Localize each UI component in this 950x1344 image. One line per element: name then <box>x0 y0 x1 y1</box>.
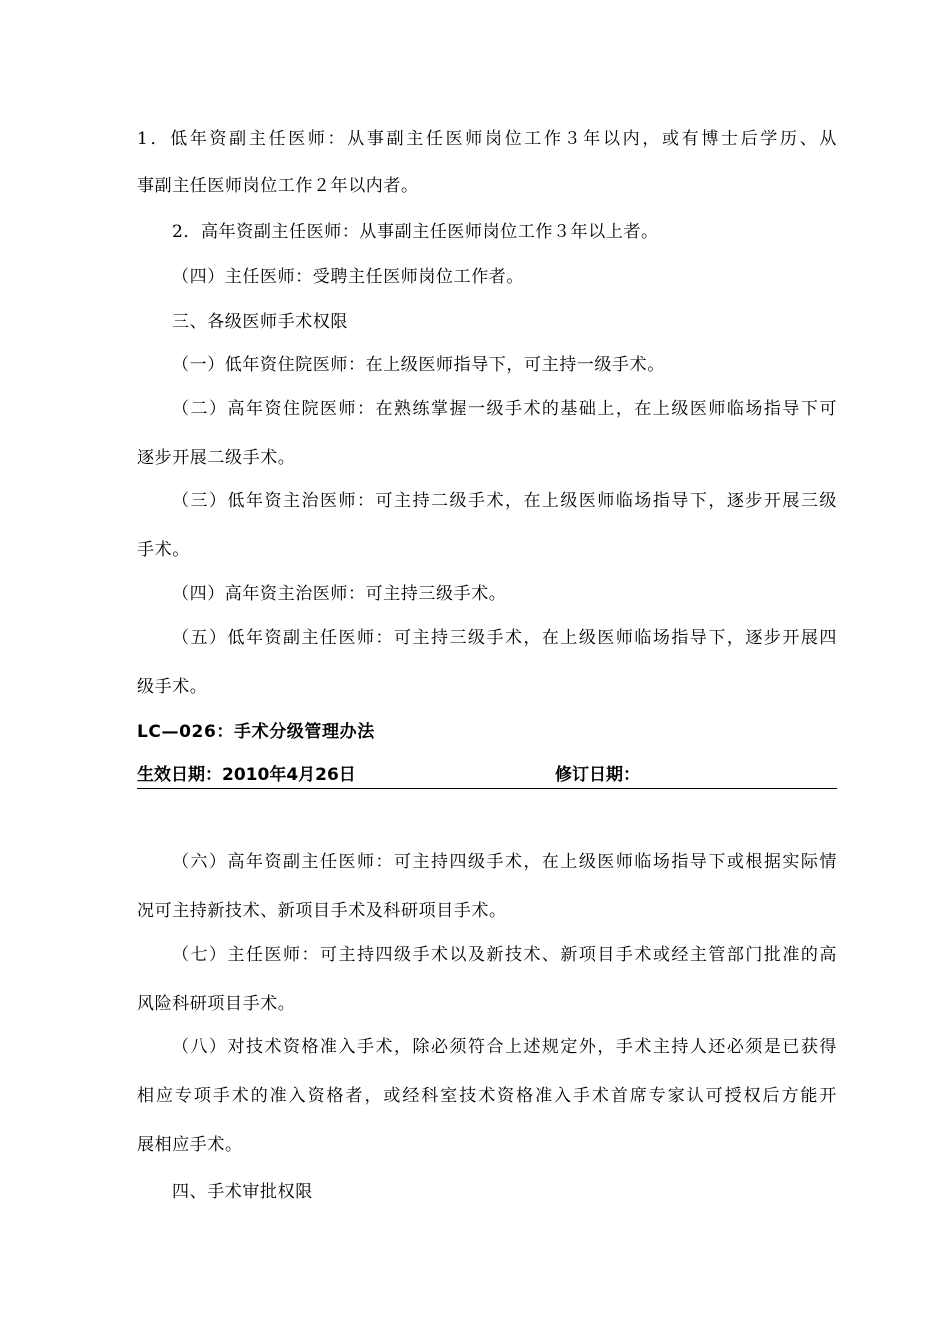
paragraph-line: （三）低年资主治医师：可主持二级手术，在上级医师临场指导下，逐步开展三级 <box>172 491 837 511</box>
paragraph-line: 况可主持新技术、新项目手术及科研项目手术。 <box>137 901 507 921</box>
paragraph-line: 1．低年资副主任医师：从事副主任医师岗位工作３年以内，或有博士后学历、从 <box>137 129 837 149</box>
paragraph-line: （八）对技术资格准入手术，除必须符合上述规定外，手术主持人还必须是已获得 <box>172 1037 837 1057</box>
paragraph-line: 相应专项手术的准入资格者，或经科室技术资格准入手术首席专家认可授权后方能开 <box>137 1086 837 1106</box>
paragraph-line: （六）高年资副主任医师：可主持四级手术，在上级医师临场指导下或根据实际情 <box>172 852 837 872</box>
document-code-title: LC—026：手术分级管理办法 <box>137 722 375 742</box>
paragraph-line: （二）高年资住院医师：在熟练掌握一级手术的基础上，在上级医师临场指导下可 <box>172 399 837 419</box>
paragraph-line: （一）低年资住院医师：在上级医师指导下，可主持一级手术。 <box>172 355 665 375</box>
paragraph-line: （四）主任医师：受聘主任医师岗位工作者。 <box>172 267 524 287</box>
paragraph-line: （四）高年资主治医师：可主持三级手术。 <box>172 584 507 604</box>
section-heading: 三、各级医师手术权限 <box>172 312 348 332</box>
effective-date: 生效日期：2010年4月26日 <box>137 765 356 785</box>
paragraph-line: 逐步开展二级手术。 <box>137 448 296 468</box>
paragraph-line: 展相应手术。 <box>137 1135 243 1155</box>
revision-date: 修订日期： <box>555 765 640 785</box>
paragraph-line: 风险科研项目手术。 <box>137 994 296 1014</box>
paragraph-line: （七）主任医师：可主持四级手术以及新技术、新项目手术或经主管部门批准的高 <box>172 945 837 965</box>
paragraph-line: （五）低年资副主任医师：可主持三级手术，在上级医师临场指导下，逐步开展四 <box>172 628 837 648</box>
section-heading: 四、手术审批权限 <box>172 1182 313 1202</box>
paragraph-line: 事副主任医师岗位工作２年以内者。 <box>137 176 419 196</box>
paragraph-line: 级手术。 <box>137 677 208 697</box>
date-header-row <box>137 764 837 789</box>
paragraph-line: 手术。 <box>137 540 190 560</box>
paragraph-line: 2．高年资副主任医师：从事副主任医师岗位工作３年以上者。 <box>172 222 659 242</box>
